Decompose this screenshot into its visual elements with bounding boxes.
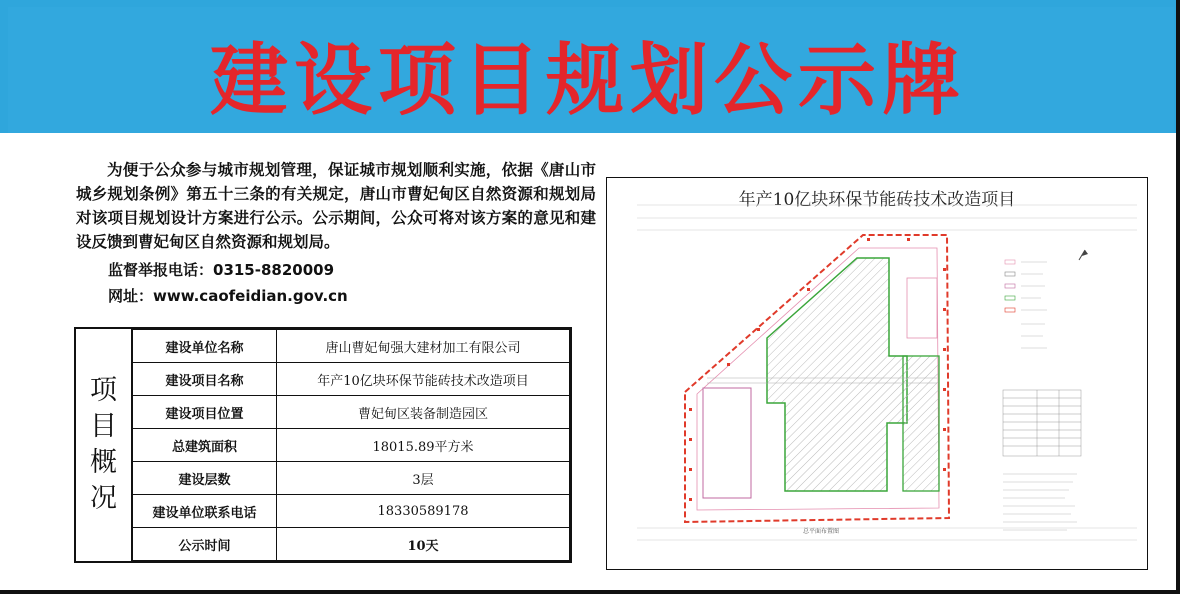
row-value: 18330589178	[277, 495, 570, 528]
website-line: 网址：www.caofeidian.gov.cn	[108, 287, 348, 305]
overview-label-char: 目	[90, 411, 117, 442]
notice-paragraph: 为便于公众参与城市规划管理，保证城市规划顺利实施，依据《唐山市城乡规划条例》第五十三条的有关规定，唐山市曹妃甸区自然资源和规划局对该项目规划设计方案进行公示。公示期间，公众可将对该方案的意见和建设反馈到曹妃甸区自然资源和规划局。	[76, 161, 596, 251]
title-banner	[0, 0, 1176, 133]
north-arrow-icon	[1079, 250, 1088, 260]
legend-text-lines	[1021, 262, 1047, 348]
overview-info-table	[132, 329, 570, 561]
row-key: 建设项目位置	[133, 396, 277, 429]
west-building	[703, 388, 751, 498]
table-row	[133, 429, 570, 462]
main-building	[767, 258, 907, 491]
overview-label-char: 概	[90, 447, 117, 478]
notes-text-lines	[1003, 474, 1077, 530]
board-title: 建设项目规划公示牌	[209, 35, 966, 126]
row-value: 唐山曹妃甸强大建材加工有限公司	[277, 330, 570, 363]
row-key: 建设单位名称	[133, 330, 277, 363]
row-value: 3层	[277, 462, 570, 495]
legend	[1005, 260, 1015, 312]
table-row	[133, 528, 570, 561]
row-key: 建设层数	[133, 462, 277, 495]
project-overview-table	[74, 327, 572, 563]
site-plan-drawing	[606, 177, 1148, 570]
row-value: 18015.89平方米	[277, 429, 570, 462]
site-plan-svg	[607, 178, 1147, 569]
east-building	[903, 356, 939, 491]
table-row	[133, 396, 570, 429]
table-row	[133, 462, 570, 495]
plan-title: 年产10亿块环保节能砖技术改造项目	[738, 190, 1016, 210]
overview-label-char: 况	[90, 483, 117, 514]
row-key: 建设项目名称	[133, 363, 277, 396]
row-key: 建设单位联系电话	[133, 495, 277, 528]
table-row	[133, 330, 570, 363]
table-row	[133, 363, 570, 396]
index-table	[1003, 390, 1081, 456]
phone-line: 监督举报电话：0315-8820009	[108, 261, 335, 279]
notice-text-block	[76, 158, 596, 254]
row-key: 总建筑面积	[133, 429, 277, 462]
table-row	[133, 495, 570, 528]
row-value: 曹妃甸区装备制造园区	[277, 396, 570, 429]
row-value: 年产10亿块环保节能砖技术改造项目	[277, 363, 570, 396]
plan-caption: 总平面布置图	[803, 528, 840, 535]
overview-label-char: 项	[90, 375, 117, 406]
row-key: 公示时间	[133, 528, 277, 561]
row-value: 10天	[277, 528, 570, 561]
overview-label	[76, 329, 133, 561]
north-building	[907, 278, 937, 338]
